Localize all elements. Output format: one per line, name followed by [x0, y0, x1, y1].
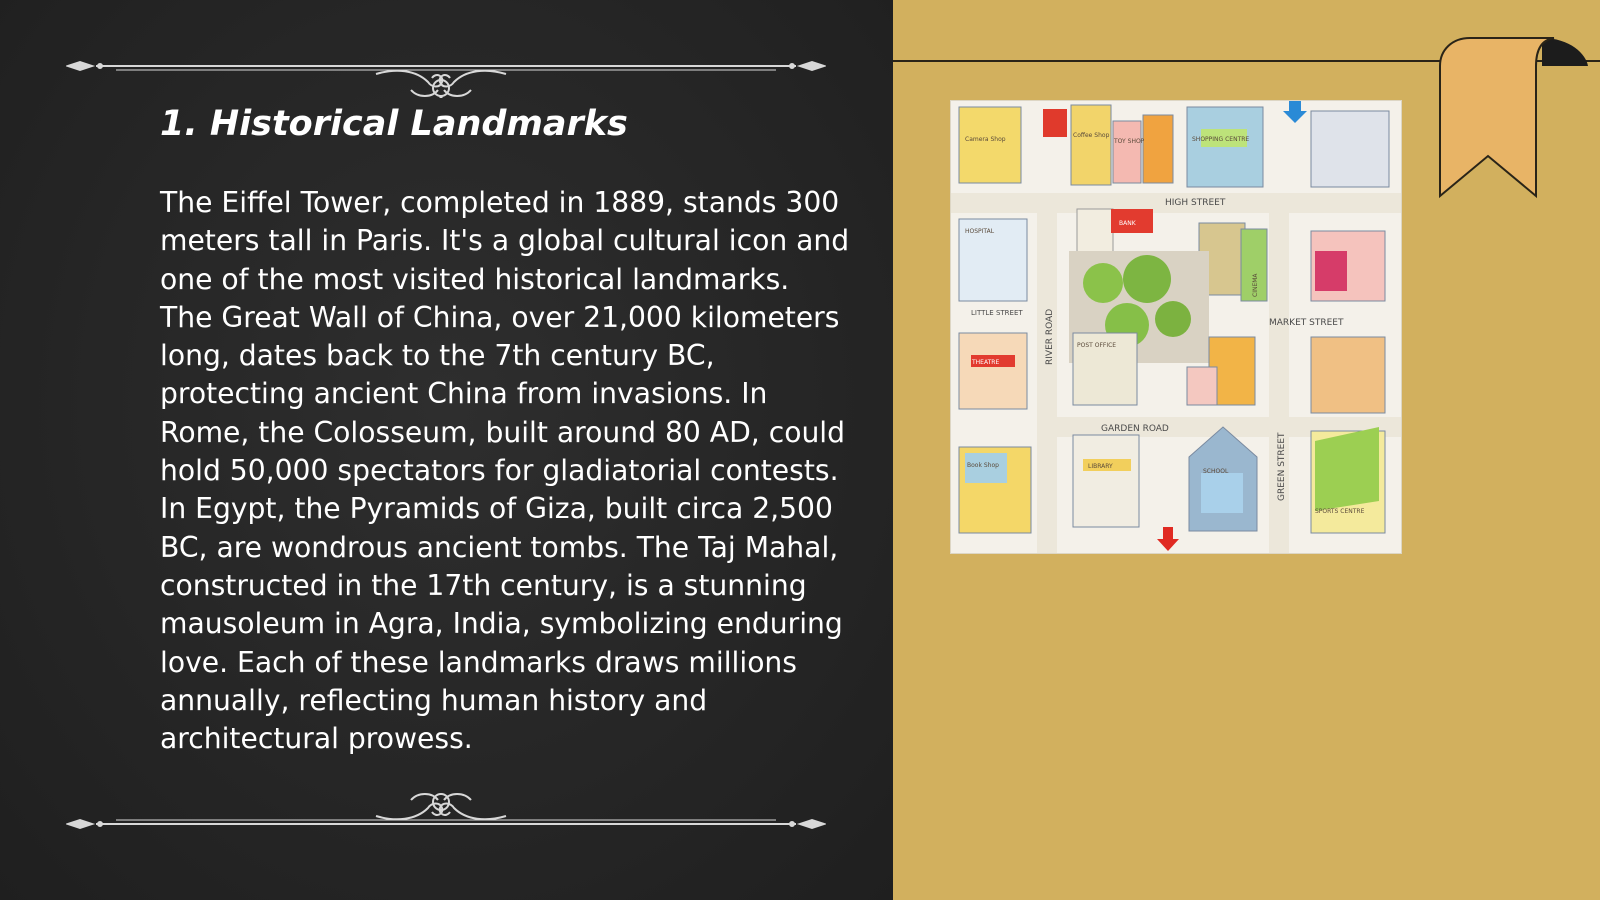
town-map-illustration — [951, 101, 1401, 553]
river-road — [1037, 213, 1057, 553]
theatre-building — [959, 333, 1027, 409]
town-map-image — [950, 100, 1402, 554]
green-street-label: GREEN STREET — [1277, 432, 1287, 501]
school-label: SCHOOL — [1203, 468, 1229, 475]
post-office-label: POST OFFICE — [1077, 342, 1117, 349]
theatre-label: THEATRE — [972, 359, 1000, 366]
school-windows — [1201, 473, 1243, 513]
small-house — [1187, 367, 1217, 405]
house-building — [1311, 111, 1389, 187]
sports-centre-label: SPORTS CENTRE — [1315, 508, 1365, 515]
ornamental-divider-bottom — [66, 776, 826, 836]
tree-icon — [1083, 263, 1123, 303]
book-shop-label: Book Shop — [967, 462, 999, 469]
river-road-label: RIVER ROAD — [1045, 308, 1055, 365]
slide-title: 1. Historical Landmarks — [160, 104, 628, 144]
market-street-label: MARKET STREET — [1269, 318, 1344, 328]
restaurant-building — [1311, 337, 1385, 413]
high-street-label: HIGH STREET — [1165, 198, 1226, 208]
shopping-centre-label: SHOPPING CENTRE — [1192, 136, 1250, 143]
little-street-label: LITTLE STREET — [971, 309, 1023, 317]
toy-shop-label: TOY SHOP — [1114, 138, 1145, 145]
toy-shop-building — [1113, 121, 1141, 183]
tree-icon — [1155, 301, 1191, 337]
ornamental-divider-top — [66, 38, 826, 98]
camera-shop-building — [959, 107, 1021, 183]
orange-house — [1143, 115, 1173, 183]
library-building — [1073, 435, 1139, 527]
camera-shop-label: Camera Shop — [965, 136, 1006, 143]
pink-shop-front — [1315, 251, 1347, 291]
bank-label: BANK — [1119, 220, 1136, 227]
red-bus — [1043, 109, 1067, 137]
green-street-road — [1269, 213, 1289, 553]
sports-centre-field — [1315, 427, 1379, 511]
hospital-label: HOSPITAL — [965, 228, 995, 235]
garden-road-label: GARDEN ROAD — [1101, 424, 1169, 434]
coffee-shop-label: Coffee Shop — [1073, 132, 1110, 139]
coffee-shop-building — [1071, 105, 1111, 185]
bookmark-ribbon-icon — [1430, 36, 1590, 206]
slide-body-text: The Eiffel Tower, completed in 1889, stands 300 meters tall in Paris. It's a global cultural icon and one of the most visited historical landmarks. The Great Wall of China, over 21,000 kilometers long, dates back to the 7th century BC, protecting ancient China from invasions. In Rome, the Colosseum, built around 80 AD, could hold 50,000 spectators for gladiatorial contests. In Egypt, the Pyramids of Giza, built circa 2,500 BC, are wondrous ancient tombs. The Taj Mahal, constructed in the 17th century, is a stunning mausoleum in Agra, India, symbolizing enduring love. Each of these landmarks draws millions annually, reflecting human history and architectural prowess. — [160, 186, 850, 756]
library-label: LIBRARY — [1088, 463, 1113, 470]
cinema-label: CINEMA — [1252, 273, 1259, 297]
tree-icon — [1123, 255, 1171, 303]
